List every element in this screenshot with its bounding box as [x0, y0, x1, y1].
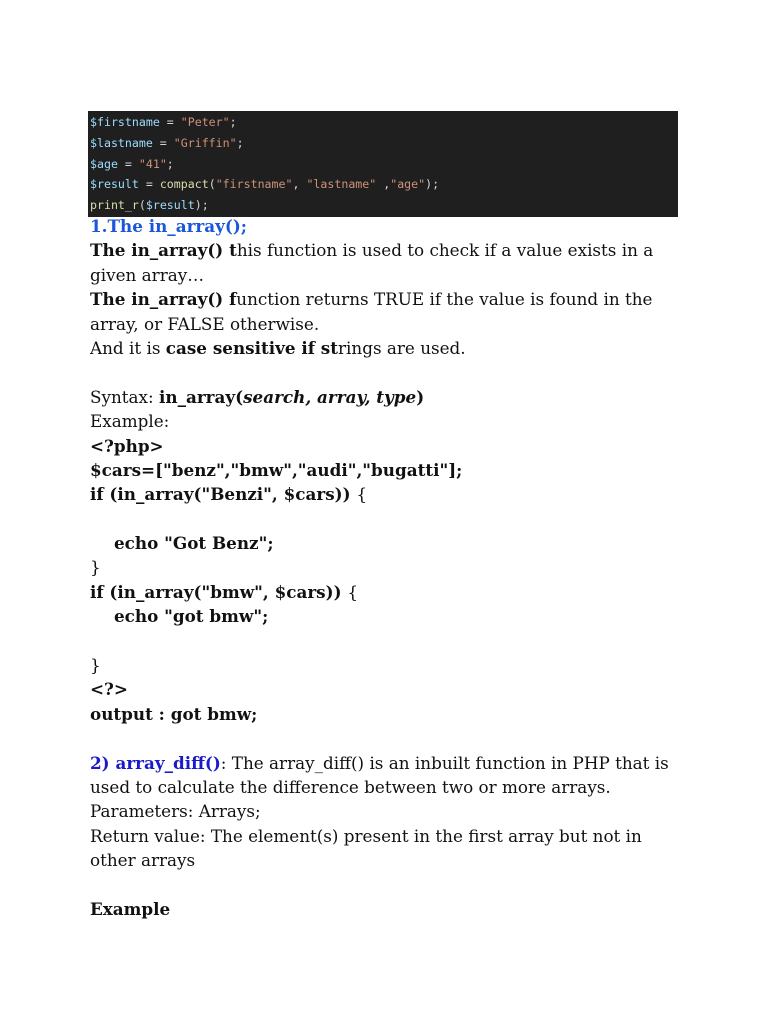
- paragraph-line: [90, 238, 690, 262]
- body-text: rings are used.: [338, 337, 466, 358]
- array-diff-intro: [90, 751, 690, 775]
- code-line-age: [90, 154, 678, 175]
- syntax-label: Syntax:: [90, 386, 159, 407]
- code-operator: =: [152, 135, 174, 150]
- code-comma: ,: [292, 177, 307, 192]
- code-string: "Griffin": [173, 135, 237, 150]
- paragraph-line: [90, 336, 690, 360]
- code-terminator: );: [425, 177, 440, 192]
- code-paren: (: [208, 177, 216, 192]
- code-variable: $lastname: [90, 135, 153, 150]
- code-variable: $age: [90, 156, 118, 171]
- code-if-bmw: [90, 580, 690, 604]
- code-brace: {: [347, 581, 359, 602]
- code-string: "lastname": [306, 177, 377, 192]
- code-echo-bmw: echo "got bmw";: [114, 606, 269, 627]
- code-function: compact: [159, 177, 209, 192]
- code-variable: $result: [90, 177, 139, 192]
- code-line-result: [90, 174, 678, 195]
- code-terminator: ;: [166, 156, 174, 171]
- code-echo-benz: echo "Got Benz";: [114, 533, 274, 554]
- code-terminator: ;: [229, 115, 237, 129]
- spacer: [90, 873, 690, 897]
- parameters-line: Parameters: Arrays;: [90, 801, 261, 822]
- code-variable: $firstname: [90, 115, 160, 129]
- code-line-firstname: [90, 112, 678, 133]
- section-heading-array-diff: 2) array_diff(): [90, 752, 221, 773]
- code-condition: if (in_array("Benzi", $cars)): [90, 484, 357, 505]
- code-condition: if (in_array("bmw", $cars)): [90, 581, 348, 602]
- paragraph-line: array, or FALSE otherwise.: [90, 313, 320, 334]
- php-open-tag: <?php>: [90, 435, 164, 456]
- code-terminator: );: [194, 198, 209, 213]
- code-brace-close: }: [90, 655, 101, 676]
- example-heading: Example: [90, 898, 171, 919]
- code-string: "Peter": [180, 115, 230, 129]
- code-string: "firstname": [215, 177, 293, 192]
- bold-text: The in_array() f: [90, 289, 237, 310]
- code-if-benzi: [90, 482, 690, 506]
- bold-text: case sensitive if st: [165, 337, 339, 358]
- body-text: unction returns TRUE if the value is found in the: [236, 289, 653, 310]
- document-body: [90, 214, 690, 921]
- code-paren: (: [138, 198, 146, 213]
- code-operator: =: [117, 156, 139, 171]
- code-comma: ,: [376, 177, 391, 192]
- code-brace: {: [356, 484, 368, 505]
- syntax-function: in_array(: [159, 386, 244, 407]
- paragraph-line: other arrays: [90, 850, 196, 871]
- syntax-arguments: search, array, type: [243, 386, 417, 407]
- spacer: [90, 726, 690, 750]
- body-text: The array_diff() is an inbuilt function in PHP that is: [226, 752, 669, 773]
- body-text: his function is used to check if a value exists in a: [236, 240, 654, 261]
- body-text: :: [220, 752, 227, 773]
- code-string: "41": [138, 156, 167, 171]
- code-terminator: ;: [236, 135, 244, 150]
- code-variable: $result: [145, 198, 195, 213]
- spacer: [90, 629, 690, 653]
- code-line-lastname: [90, 133, 678, 154]
- bold-text: The in_array() t: [90, 240, 237, 261]
- code-cars-array: $cars=["benz","bmw","audi","bugatti"];: [90, 459, 463, 480]
- syntax-close: ): [416, 386, 425, 407]
- code-function: print_r: [90, 198, 139, 213]
- paragraph-line: given array…: [90, 264, 204, 285]
- return-value-line: Return value: The element(s) present in the first array but not in: [90, 825, 642, 846]
- paragraph-line: used to calculate the difference between two or more arrays.: [90, 776, 611, 797]
- php-close-tag: <?>: [90, 679, 128, 700]
- code-operator: =: [138, 177, 160, 192]
- spacer: [90, 360, 690, 384]
- code-snippet-block: [88, 111, 678, 217]
- code-output: output : got bmw;: [90, 703, 258, 724]
- code-brace-close: }: [90, 557, 101, 578]
- code-string: "age": [390, 177, 426, 192]
- code-operator: =: [159, 115, 181, 129]
- example-label: Example:: [90, 411, 170, 432]
- paragraph-line: [90, 287, 690, 311]
- spacer: [90, 507, 690, 531]
- code-line-print: [90, 195, 678, 216]
- section-heading-in-array: 1.The in_array();: [90, 216, 247, 236]
- syntax-line: [90, 385, 690, 409]
- body-text: And it is: [90, 337, 166, 358]
